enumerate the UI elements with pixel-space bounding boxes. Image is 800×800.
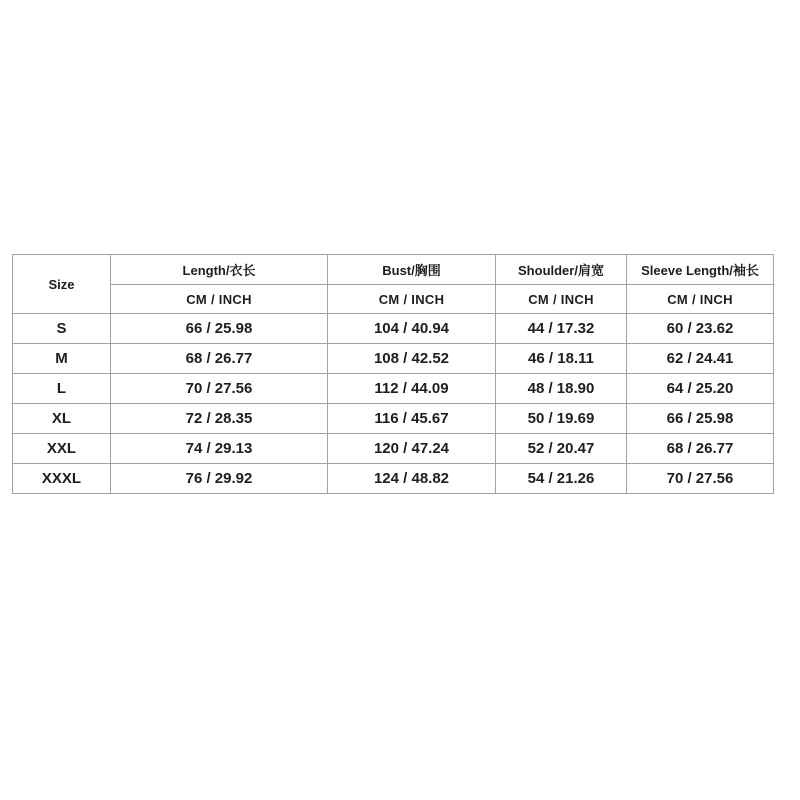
unit-header-sleeve-length: CM / INCH [627,285,774,314]
length-cell: 76 / 29.92 [111,464,328,494]
table-row [13,434,774,464]
column-header-length: Length/衣长 [111,255,328,285]
size-cell: L [13,374,111,404]
table-row [13,344,774,374]
bust-cell: 116 / 45.67 [328,404,496,434]
size-cell: M [13,344,111,374]
table-row [13,314,774,344]
size-cell: XL [13,404,111,434]
size-cell: S [13,314,111,344]
length-cell: 74 / 29.13 [111,434,328,464]
length-cell: 68 / 26.77 [111,344,328,374]
sleeve-length-cell: 68 / 26.77 [627,434,774,464]
table-row [13,464,774,494]
sleeve-length-cell: 60 / 23.62 [627,314,774,344]
shoulder-cell: 48 / 18.90 [496,374,627,404]
bust-cell: 104 / 40.94 [328,314,496,344]
bust-cell: 108 / 42.52 [328,344,496,374]
header-row-labels [13,255,774,285]
shoulder-cell: 46 / 18.11 [496,344,627,374]
size-chart-table [12,254,774,494]
bust-cell: 120 / 47.24 [328,434,496,464]
sleeve-length-cell: 70 / 27.56 [627,464,774,494]
column-header-bust: Bust/胸围 [328,255,496,285]
sleeve-length-cell: 62 / 24.41 [627,344,774,374]
length-cell: 70 / 27.56 [111,374,328,404]
table-row [13,374,774,404]
length-cell: 72 / 28.35 [111,404,328,434]
header-row-units [13,285,774,314]
shoulder-cell: 50 / 19.69 [496,404,627,434]
table-row [13,404,774,434]
shoulder-cell: 52 / 20.47 [496,434,627,464]
size-cell: XXL [13,434,111,464]
unit-header-shoulder: CM / INCH [496,285,627,314]
bust-cell: 112 / 44.09 [328,374,496,404]
length-cell: 66 / 25.98 [111,314,328,344]
column-header-sleeve-length: Sleeve Length/袖长 [627,255,774,285]
unit-header-bust: CM / INCH [328,285,496,314]
sleeve-length-cell: 66 / 25.98 [627,404,774,434]
shoulder-cell: 54 / 21.26 [496,464,627,494]
size-column-header: Size [13,255,111,314]
size-cell: XXXL [13,464,111,494]
column-header-shoulder: Shoulder/肩宽 [496,255,627,285]
sleeve-length-cell: 64 / 25.20 [627,374,774,404]
bust-cell: 124 / 48.82 [328,464,496,494]
unit-header-length: CM / INCH [111,285,328,314]
shoulder-cell: 44 / 17.32 [496,314,627,344]
